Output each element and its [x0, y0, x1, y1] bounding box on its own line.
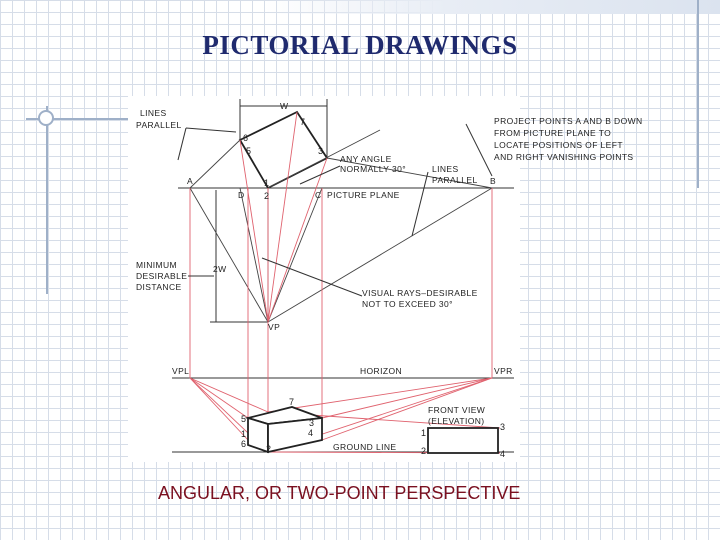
label-w: W [280, 101, 289, 111]
label-point-a: A [187, 176, 194, 186]
project-note-line-4: AND RIGHT VANISHING POINTS [494, 152, 634, 162]
label-minimum-3: DISTANCE [136, 282, 182, 292]
perspective-box-left-face [248, 418, 268, 452]
label-point-d: D [238, 190, 245, 200]
label-any-angle-2: NORMALLY 30° [340, 164, 406, 174]
label-point-b: B [490, 176, 497, 186]
label-visual-rays-2: NOT TO EXCEED 30° [362, 299, 453, 309]
label-vp: VP [268, 322, 281, 332]
label-two-w: 2W [213, 264, 227, 274]
front-number-1: 1 [421, 428, 427, 438]
front-number-3: 3 [500, 422, 506, 432]
persp-number-6: 6 [241, 439, 247, 449]
label-horizon: HORIZON [360, 366, 402, 376]
label-any-angle-1: ANY ANGLE [340, 154, 392, 164]
plan-number-3: 3 [318, 146, 324, 156]
persp-number-3: 3 [309, 418, 315, 428]
project-note-line-1: PROJECT POINTS A AND B DOWN [494, 116, 643, 126]
label-ground-line: GROUND LINE [333, 442, 397, 452]
slide-title: PICTORIAL DRAWINGS [202, 30, 518, 60]
project-note-line-2: FROM PICTURE PLANE TO [494, 128, 612, 138]
label-point-c: C [315, 190, 322, 200]
label-lines-parallel-right-2: PARALLEL [432, 175, 478, 185]
plan-number-2: 2 [264, 191, 270, 201]
label-picture-plane: PICTURE PLANE [327, 190, 400, 200]
label-minimum-1: MINIMUM [136, 260, 178, 270]
label-lines-parallel-right-1: LINES [432, 164, 459, 174]
label-lines-parallel-left-2: PARALLEL [136, 120, 182, 130]
label-vpl: VPL [172, 366, 190, 376]
front-number-4: 4 [500, 449, 506, 459]
label-front-view-2: (ELEVATION) [428, 416, 485, 426]
label-vpr: VPR [494, 366, 513, 376]
label-minimum-2: DESIRABLE [136, 271, 188, 281]
persp-number-4: 4 [308, 428, 314, 438]
plan-number-7: 7 [300, 117, 306, 127]
label-visual-rays-1: VISUAL RAYS–DESIRABLE [362, 288, 478, 298]
plan-number-5: 5 [246, 146, 252, 156]
front-view-rectangle [428, 428, 498, 453]
persp-number-2: 2 [266, 444, 272, 454]
front-number-2: 2 [421, 446, 427, 456]
project-note-line-3: LOCATE POSITIONS OF LEFT [494, 140, 623, 150]
diagram-caption: ANGULAR, OR TWO-POINT PERSPECTIVE [158, 483, 521, 503]
persp-number-7: 7 [289, 397, 295, 407]
persp-number-5: 5 [241, 414, 247, 424]
plan-number-1: 1 [264, 178, 270, 188]
persp-number-1: 1 [241, 429, 247, 439]
plan-number-6: 6 [243, 133, 249, 143]
label-lines-parallel-left-1: LINES [140, 108, 167, 118]
label-front-view-1: FRONT VIEW [428, 405, 486, 415]
